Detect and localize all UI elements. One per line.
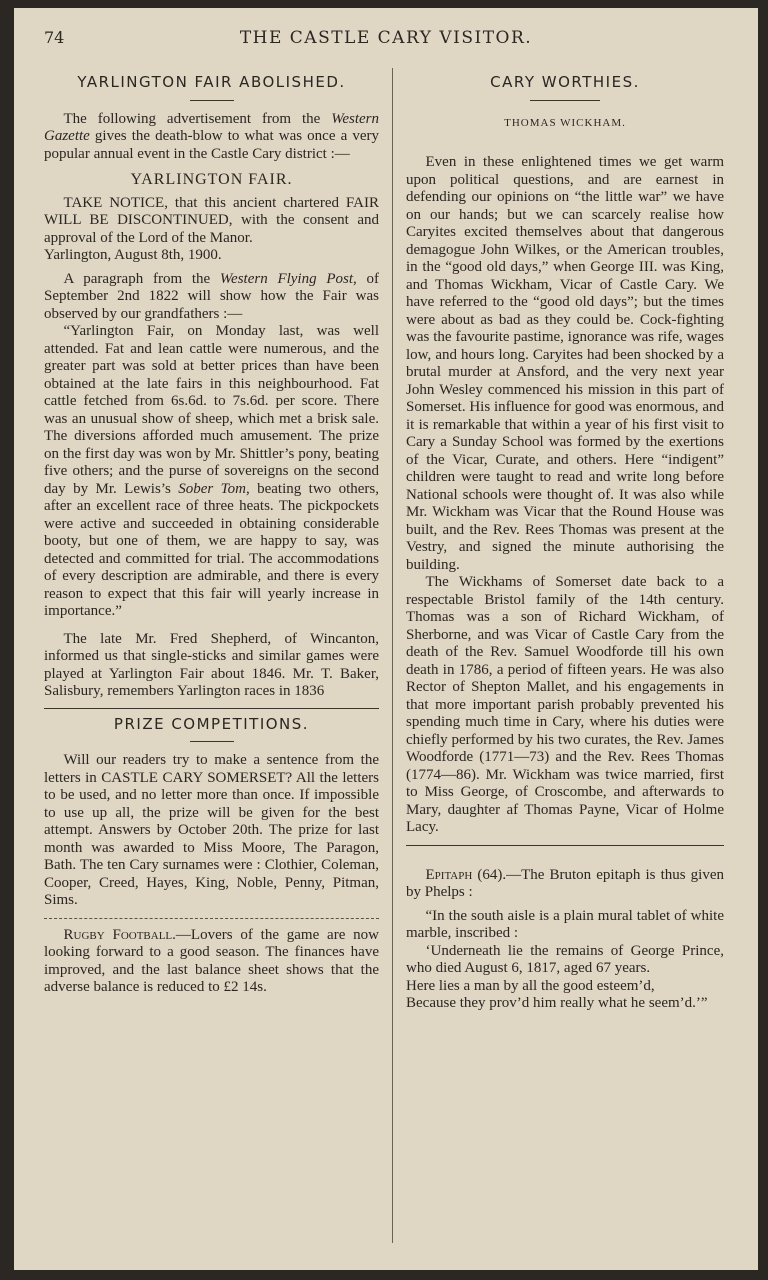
epitaph-quote-1: “In the south aisle is a plain mural tablet of white marble, inscribed :: [406, 907, 724, 941]
newspaper-page: [14, 8, 758, 1270]
left-column: [44, 74, 379, 997]
epitaph-quote-2: ‘Underneath lie the remains of George Prince, who died August 6, 1817, aged 67 years.: [406, 942, 724, 976]
paragraph-flying-post: A paragraph from the Western Flying Post, of September 2nd 1822 will show how the Fair was observed by our grandfathers :—: [44, 270, 380, 322]
prize-text: Will our readers try to make a sentence from the letters in CASTLE CARY SOMERSET? All the letters to be used, and no letter more than once. If impossible to use up all, the prize will be given for the best attempt. Answers by October 20th. The prize for last month was awarded to Miss Moore, The Paragon, Bath. The ten Cary surnames were : Clothier, Coleman, Cooper, Creed, Hayes, King, Noble, Penny, Pitman, Sims.: [44, 752, 379, 908]
epitaph-intro: Epitaph (64).—The Bruton epitaph is thus given by Phelps :: [406, 866, 724, 900]
section-dash: [530, 100, 600, 101]
right-column: [406, 74, 724, 1013]
prize-heading: PRIZE COMPETITIONS.: [113, 714, 310, 733]
section-rule: [44, 708, 379, 709]
worthies-heading: CARY WORTHIES.: [490, 73, 640, 91]
yarlington-intro: The following advertisement from the Western Gazette gives the death-blow to what was once a very popular annual event in the Castle Cary district :—: [44, 110, 379, 162]
section-rule-dashed: [44, 918, 379, 919]
worthies-para-2: The Wickhams of Somerset date back to a respectable Bristol family of the 14th century. Thomas was a son of Richard Wickham, of Sherborne, and was Vicar of Castle Cary from the death of the Rev. Samuel Woodforde till his own death in 1786, a period of fifteen years. He was also Rector of Shepton Mallet, and his engagements in that more important parish probably prevented his spending much time in Cary, where his duties were chiefly performed by his two curates, the Rev. James Woodforde (1771—73) and the Rev. Rees Thomas (1774—86). Mr. Wickham was twice married, first to Miss George, of Croscombe, and afterwards to Mary, daughter af Thomas Payne, Vicar of Holme Lacy.: [406, 574, 724, 835]
fair-closing: The late Mr. Fred Shepherd, of Wincanton, informed us that single-sticks and similar games were played at Yarlington Fair about 1846. Mr. T. Baker, Salisbury, remembers Yarlington races in 1836: [44, 630, 379, 699]
section-dash: [190, 100, 234, 101]
publication-title: THE CASTLE CARY VISITOR.: [239, 28, 533, 48]
worthies-byline: THOMAS WICKHAM.: [504, 116, 626, 129]
notice-dateline: Yarlington, August 8th, 1900.: [44, 247, 222, 263]
page-header: [14, 20, 758, 50]
section-dash: [190, 741, 234, 742]
epitaph-verse-1: Here lies a man by all the good esteem’d,: [406, 977, 655, 994]
page-number: 74: [44, 28, 65, 47]
rugby-paragraph: Rugby Football.—Lovers of the game are now looking forward to a good season. The finances have improved, and the last balance sheet shows that the adverse balance is reduced to £2 14s.: [44, 926, 380, 995]
yarlington-heading: YARLINGTON FAIR ABOLISHED.: [77, 73, 346, 91]
column-divider: [392, 68, 393, 1243]
notice-heading: YARLINGTON FAIR.: [130, 171, 293, 188]
notice-text: TAKE NOTICE, that this ancient chartered FAIR WILL BE DISCONTINUED, with the consent and approval of the Lord of the Manor.: [44, 194, 379, 246]
section-rule: [406, 845, 724, 846]
worthies-para-1: Even in these enlightened times we get warm upon political questions, and are earnest in defending our opinions on “the little war” we have on our hands; but we can scarcely realise how Caryites excited themselves about that dangerous demagogue John Wilkes, or the American troubles, in the “good old days,” when George III. was King, and Thomas Wickham, Vicar of Castle Cary. We have referred to the “good old days”; but the times were about as bad as they could be. Cock-fighting was the favourite pastime, ignorance was rife, wages low, and hours long. Caryites had been shocked by a brutal murder at Ansford, and the very next year John Wesley commenced his mission in this part of Somerset. His influence for good was enormous, and it is remarkable that within a year of his first visit to Cary a Sunday School was formed by the exertions of the Vicar, Curate, and others. Here “indigent” children were taught to read and write long before National schools were thought of. It was also while Mr. Wickham was Vicar that the Round House was built, and the Rev. Rees Thomas was present at the Vestry, and signed the minute authorising the building.: [406, 154, 724, 573]
fair-quote: “Yarlington Fair, on Monday last, was well attended. Fat and lean cattle were numerous, and the greater part was sold at better prices than have been obtained at the late fairs in this neighbourhood. Fat cattle fetched from 6s.6d. to 7s.6d. per score. There was an unusual show of sheep, which met a brisk sale. The diversions afforded much amusement. The prize on the first day was won by Mr. Shittler’s pony, beating five others; and the purse of sovereigns on the second day by Mr. Lewis’s Sober Tom, beating two others, after an excellent race of three heats. The pickpockets were active and succeeded in obtaining considerable booty, but one of them, we are happy to say, was detected and committed for trial. The accommodations of every description are admirable, and there is every reason to expect that this fair will yearly increase in importance.”: [44, 323, 380, 619]
epitaph-verse-2: Because they prov’d him really what he seem’d.’”: [406, 995, 708, 1011]
